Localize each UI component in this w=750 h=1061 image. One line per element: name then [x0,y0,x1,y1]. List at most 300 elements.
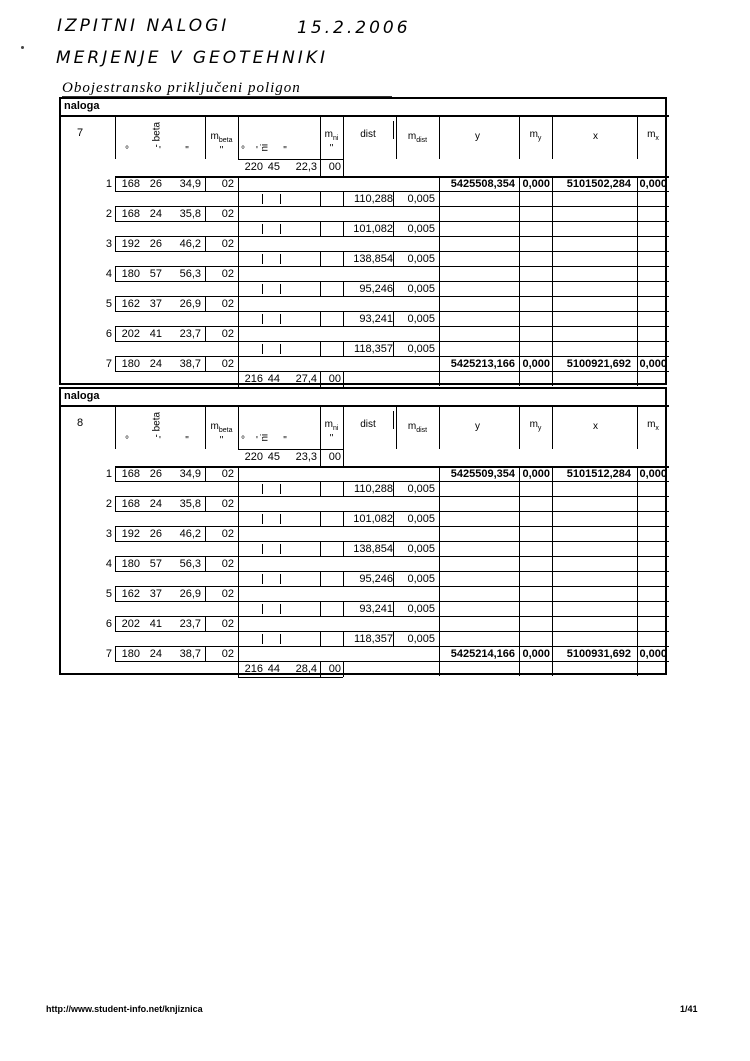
grid-line [343,251,439,252]
m-beta: 02 [221,498,234,510]
m-beta: 02 [221,238,234,250]
deg-header: ° [125,435,129,446]
grid-line [439,631,440,646]
grid-line [115,541,238,542]
grid-line [320,661,321,677]
m-dist-header: $m_{dist}$ [407,421,428,434]
grid-line [238,616,239,646]
exam-subtitle: MERJENJE V GEOTEHNIKI [56,48,328,68]
grid-line [393,511,394,526]
ni-end-min: 44 [267,373,280,385]
grid-line [115,281,238,282]
m-dist: 0,005 [407,283,435,295]
distance: 93,241 [359,603,393,615]
grid-line [393,571,394,586]
grid-line [205,176,206,191]
grid-line [439,541,440,556]
grid-line [343,281,439,282]
x-header: x [593,421,598,432]
sec-header: " [185,435,189,446]
ni-start-deg: 220 [244,451,263,463]
last-x: 5100931,692 [566,648,631,660]
m-beta-sec-header: " [219,145,224,156]
grid-line [205,526,206,541]
grid-line [238,631,343,632]
grid-line [280,254,281,264]
grid-line [320,631,321,646]
beta-deg: 168 [121,208,140,220]
grid-line [238,296,239,326]
distance: 95,246 [359,283,393,295]
grid-line [238,586,239,616]
grid-line [238,159,343,160]
m-beta: 02 [221,328,234,340]
beta-deg: 192 [121,238,140,250]
station-number: 7 [105,358,112,370]
first-x: 5101502,284 [566,178,631,190]
ni-header: ni [259,143,271,152]
grid-line [519,407,520,449]
ni-end-m: 00 [328,663,341,675]
grid-line [320,117,321,159]
grid-line [343,631,344,646]
x-header: x [593,131,598,142]
grid-line [343,571,344,586]
grid-line [262,604,263,614]
m-dist-header: $m_{dist}$ [407,131,428,144]
station-number: 6 [105,328,112,340]
grid-line [439,221,440,236]
m-dist: 0,005 [407,573,435,585]
distance: 118,357 [354,633,393,645]
beta-sec: 56,3 [179,268,201,280]
grid-line [343,251,344,266]
beta-min: 24 [149,648,162,660]
grid-line [280,514,281,524]
grid-line [262,344,263,354]
grid-line [238,266,239,296]
ni-deg-header: ° [241,145,245,156]
beta-sec: 35,8 [179,498,201,510]
distance: 110,288 [354,193,393,205]
grid-line [238,117,239,159]
grid-line [393,601,394,616]
beta-deg: 180 [121,558,140,570]
m-dist: 0,005 [407,193,435,205]
grid-line [115,526,669,527]
sec-header: " [185,145,189,156]
station-number: 2 [105,498,112,510]
grid-line [238,326,239,356]
grid-line [205,466,206,481]
ni-end-deg: 216 [244,663,263,675]
m-beta: 02 [221,468,234,480]
grid-line [439,221,669,222]
grid-line [519,117,520,159]
grid-line [238,481,343,482]
grid-line [238,571,343,572]
grid-line [439,371,669,372]
m-ni-header: $m_{ni}$ [324,419,339,432]
grid-line [393,541,394,556]
grid-line [205,556,206,571]
grid-line [115,571,238,572]
distance: 93,241 [359,313,393,325]
naloga-label: naloga [64,100,100,112]
beta-min: 26 [149,528,162,540]
first-y: 5425509,354 [450,468,515,480]
grid-line [205,616,206,631]
beta-min: 26 [149,178,162,190]
grid-line [115,341,238,342]
station-number: 3 [105,528,112,540]
grid-line [343,541,344,556]
last-mx: 0,000 [639,358,667,370]
m-ni-sec-header: " [329,433,334,444]
grid-line [439,281,440,296]
grid-line [238,206,239,236]
task-table-8 [59,387,667,675]
grid-line [439,311,669,312]
grid-line [115,251,238,252]
grid-line [205,296,206,311]
grid-line [205,326,206,341]
m-beta-sec-header: " [219,435,224,446]
grid-line [280,284,281,294]
grid-line [439,511,440,526]
beta-sec: 26,9 [179,298,201,310]
grid-line [205,407,206,449]
grid-line [115,616,669,617]
grid-line [393,481,394,496]
m-dist: 0,005 [407,223,435,235]
beta-deg: 180 [121,648,140,660]
grid-line [439,407,440,449]
grid-line [343,221,439,222]
grid-line [238,677,343,678]
first-mx: 0,000 [639,468,667,480]
page-number: 1/41 [680,1004,698,1014]
min-header: ' [159,435,161,446]
first-my: 0,000 [522,468,550,480]
grid-line [115,511,238,512]
m-beta: 02 [221,178,234,190]
beta-sec: 46,2 [179,238,201,250]
ni-start-m: 00 [328,161,341,173]
beta-min: 26 [149,238,162,250]
m-ni-sec-header: " [329,143,334,154]
grid-line [439,661,669,662]
m-beta: 02 [221,298,234,310]
grid-line [262,224,263,234]
grid-line [205,266,206,281]
grid-line [343,661,344,677]
grid-line [320,159,321,176]
grid-line [262,544,263,554]
last-y: 5425213,166 [450,358,515,370]
grid-line [115,526,116,541]
grid-line [439,191,440,206]
m-beta: 02 [221,618,234,630]
grid-line [439,341,440,356]
grid-line [115,266,669,267]
grid-line [115,407,116,449]
grid-line [439,631,669,632]
task-table-7 [59,97,667,385]
grid-line [637,407,638,449]
m-beta: 02 [221,268,234,280]
grid-line [343,371,439,372]
exam-title: IZPITNI NALOGI [57,16,230,36]
grid-line [320,541,321,556]
beta-header: - beta [151,121,163,148]
distance: 95,246 [359,573,393,585]
beta-header: - beta [151,411,163,438]
grid-line [238,661,343,662]
grid-line [205,117,206,159]
grid-line [320,449,321,466]
grid-line [262,194,263,204]
grid-line [115,646,116,661]
distance: 101,082 [353,223,393,235]
grid-line [343,631,439,632]
grid-line [115,296,669,297]
grid-line [115,356,116,371]
ni-start-m: 00 [328,451,341,463]
grid-line [115,266,116,281]
grid-line [280,344,281,354]
grid-line [115,236,669,237]
ni-sec-header: " [283,435,287,446]
grid-line [115,646,669,647]
m-dist: 0,005 [407,343,435,355]
beta-deg: 162 [121,298,140,310]
exam-date: 15.2.2006 [297,18,411,38]
grid-line [238,221,343,222]
grid-line [393,281,394,296]
grid-line [393,411,394,429]
station-number: 2 [105,208,112,220]
grid-line [439,251,669,252]
grid-line [343,191,344,206]
grid-line [115,586,116,601]
grid-line [115,556,116,571]
last-my: 0,000 [522,358,550,370]
first-my: 0,000 [522,178,550,190]
grid-line [115,616,116,631]
grid-line [343,601,439,602]
grid-line [238,371,343,372]
grid-line [115,631,238,632]
grid-line [238,541,343,542]
distance: 110,288 [354,483,393,495]
grid-line [115,221,238,222]
m-dist: 0,005 [407,483,435,495]
grid-line [439,541,669,542]
beta-sec: 26,9 [179,588,201,600]
grid-line [205,586,206,601]
ni-start-min: 45 [267,161,280,173]
m-dist: 0,005 [407,513,435,525]
grid-line [343,449,344,466]
grid-line [439,341,669,342]
grid-line [320,311,321,326]
beta-min: 41 [149,328,162,340]
grid-line [280,224,281,234]
m-beta: 02 [221,528,234,540]
min-header: ' [159,145,161,156]
grid-line [238,601,343,602]
grid-line [205,356,206,371]
m-dist: 0,005 [407,543,435,555]
grid-line [393,251,394,266]
m-beta: 02 [221,588,234,600]
grid-line [115,117,116,159]
ni-end-sec: 28,4 [295,663,317,675]
distance: 138,854 [353,253,393,265]
grid-line [115,326,116,341]
dist-header: dist [360,419,376,430]
grid-line [262,314,263,324]
grid-line [205,206,206,221]
grid-line [552,407,553,449]
grid-line [115,661,238,662]
grid-line [238,526,239,556]
beta-sec: 34,9 [179,468,201,480]
grid-line [439,571,669,572]
beta-sec: 34,9 [179,178,201,190]
beta-min: 24 [149,358,162,370]
grid-line [343,661,439,662]
beta-deg: 180 [121,358,140,370]
grid-line [343,511,344,526]
ni-start-sec: 22,3 [295,161,317,173]
grid-line [320,407,321,449]
grid-line [439,311,440,326]
beta-sec: 23,7 [179,618,201,630]
grid-line [396,407,397,449]
grid-line [280,314,281,324]
ni-end-min: 44 [267,663,280,675]
grid-line [115,206,116,221]
grid-line [115,586,669,587]
task-number: 8 [77,417,84,429]
grid-line [343,117,344,159]
m-beta: 02 [221,648,234,660]
first-mx: 0,000 [639,178,667,190]
grid-line [343,407,344,449]
grid-line [280,194,281,204]
m-dist: 0,005 [407,633,435,645]
beta-deg: 168 [121,468,140,480]
station-number: 6 [105,618,112,630]
grid-line [439,251,440,266]
grid-line [439,191,669,192]
grid-line [115,311,238,312]
grid-line [393,121,394,139]
grid-line [343,341,439,342]
grid-line [238,341,343,342]
naloga-label: naloga [64,390,100,402]
grid-line [280,634,281,644]
grid-line [238,176,239,206]
m-beta-header: $m_{beta}$ [210,131,233,144]
grid-line [320,571,321,586]
grid-line [396,117,397,159]
ni-deg-header: ° [241,435,245,446]
grid-line [439,481,669,482]
station-number: 4 [105,558,112,570]
grid-line [439,481,440,496]
beta-deg: 168 [121,498,140,510]
grid-line [115,326,669,327]
grid-line [115,481,238,482]
beta-min: 41 [149,618,162,630]
grid-line [320,281,321,296]
grid-line [205,236,206,251]
ni-sec-header: " [283,145,287,156]
beta-deg: 202 [121,328,140,340]
grid-line [262,514,263,524]
ni-end-deg: 216 [244,373,263,385]
ni-start-min: 45 [267,451,280,463]
grid-line [238,449,343,450]
grid-line [238,281,343,282]
grid-line [115,556,669,557]
station-number: 5 [105,588,112,600]
beta-sec: 38,7 [179,648,201,660]
grid-line [262,284,263,294]
grid-line [343,481,344,496]
m-y-header: $m_y$ [529,419,542,432]
grid-line [238,556,239,586]
grid-line [343,371,344,387]
grid-line [280,604,281,614]
grid-line [238,496,239,526]
beta-min: 57 [149,268,162,280]
grid-line [343,541,439,542]
station-number: 4 [105,268,112,280]
m-dist: 0,005 [407,603,435,615]
distance: 138,854 [353,543,393,555]
grid-line [320,221,321,236]
grid-line [343,481,439,482]
station-number: 1 [105,178,112,190]
grid-line [238,466,239,496]
beta-sec: 35,8 [179,208,201,220]
station-number: 1 [105,468,112,480]
grid-line [238,407,239,449]
grid-line [552,117,553,159]
grid-line [280,484,281,494]
last-x: 5100921,692 [566,358,631,370]
grid-line [115,496,669,497]
handwritten-note: Obojestransko priključeni poligon [62,80,301,96]
beta-min: 26 [149,468,162,480]
grid-line [320,251,321,266]
footer-url[interactable]: http://www.student-info.net/knjiznica [46,1004,203,1014]
grid-line [343,159,344,176]
grid-line [343,601,344,616]
distance: 101,082 [353,513,393,525]
station-number: 7 [105,648,112,660]
grid-line [343,341,344,356]
ni-min-header: ' [256,145,258,156]
grid-line [115,191,238,192]
grid-line [205,646,206,661]
last-my: 0,000 [522,648,550,660]
grid-line [343,511,439,512]
